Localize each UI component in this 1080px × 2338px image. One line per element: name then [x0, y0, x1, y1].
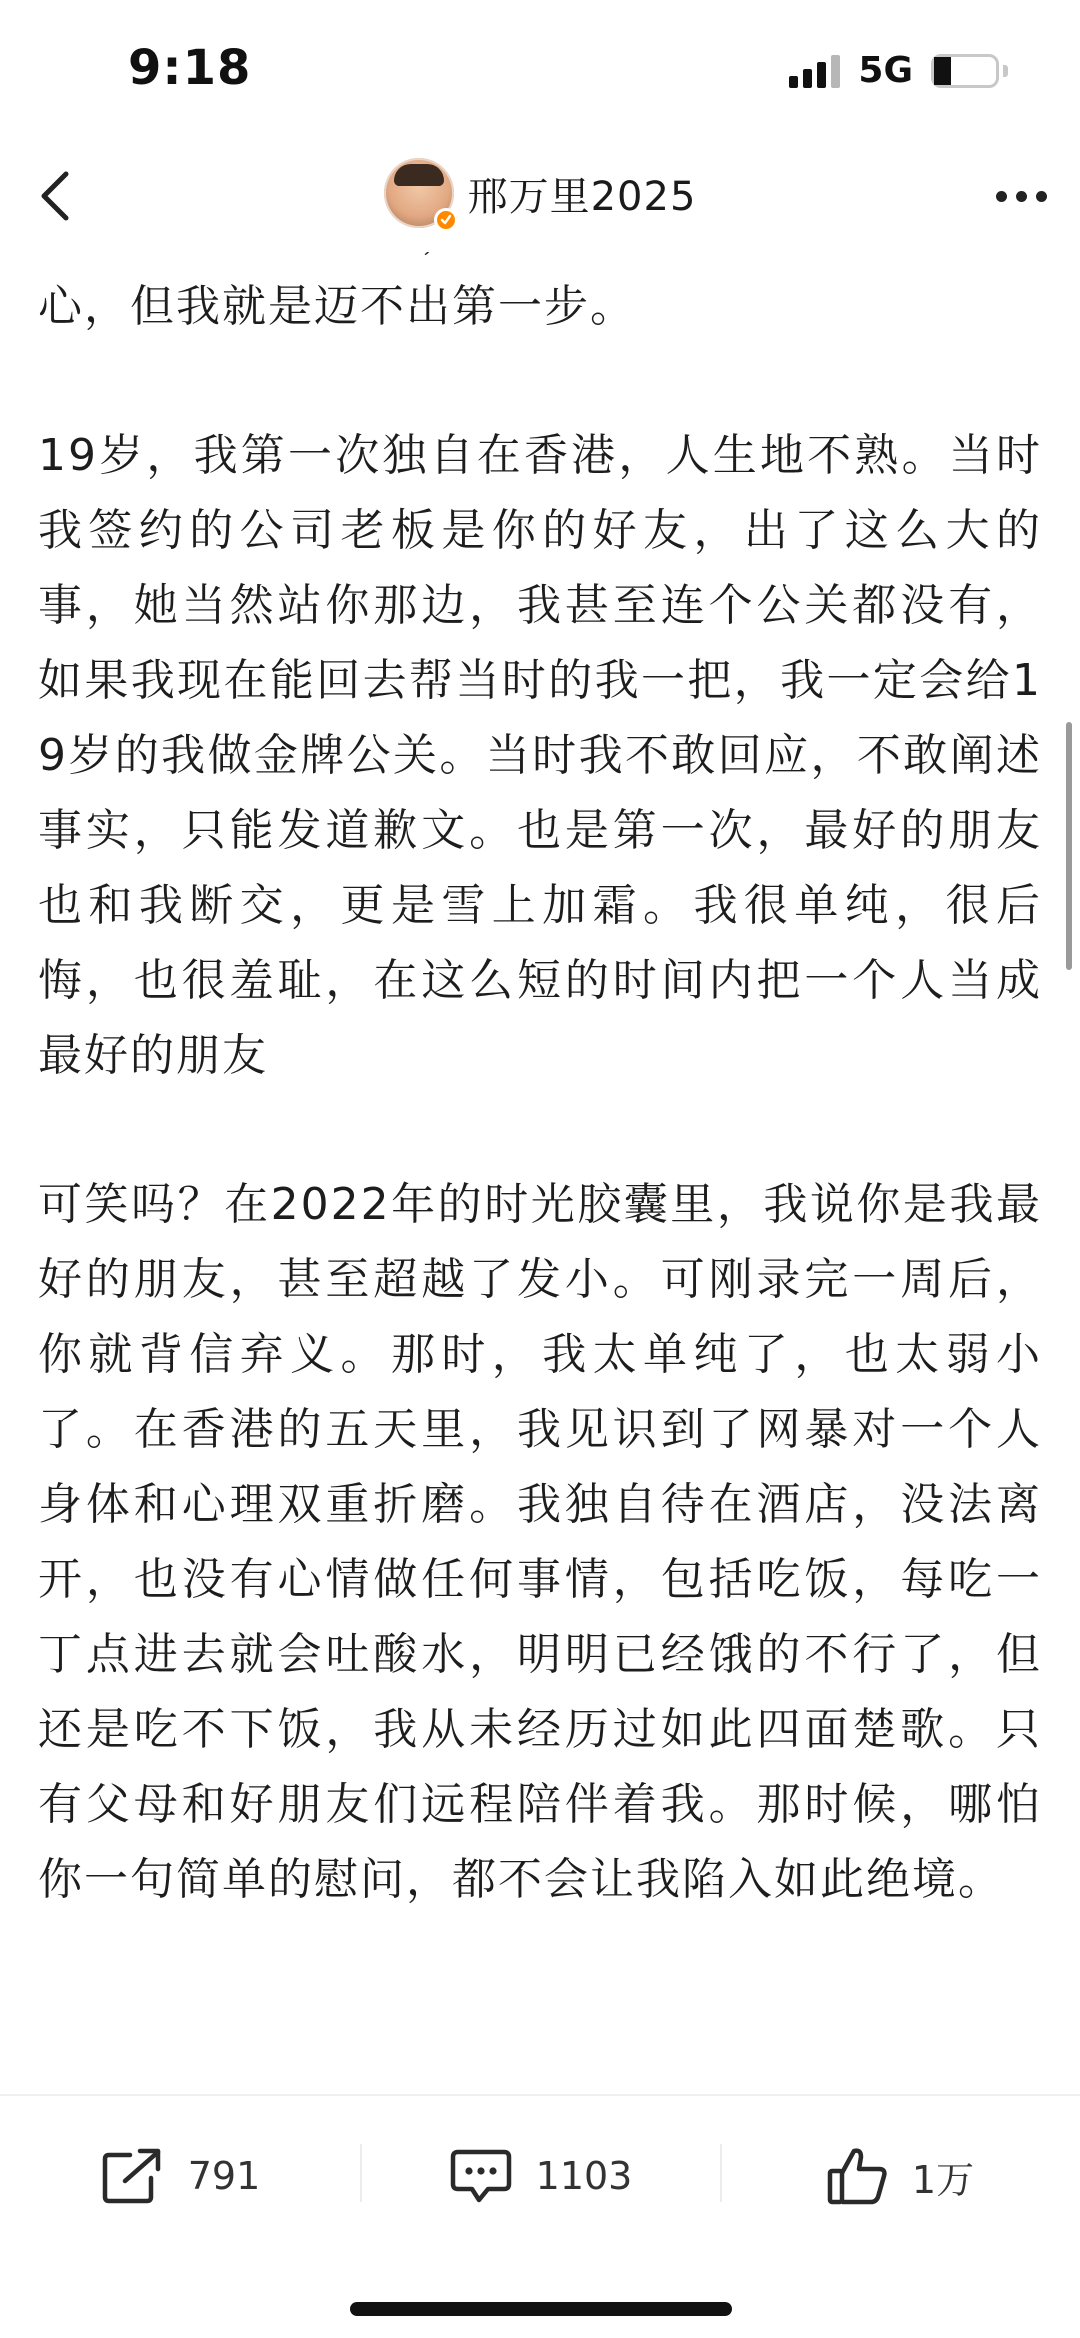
battery-cap: [1003, 65, 1008, 77]
like-button[interactable]: [720, 2096, 1080, 2256]
battery-icon: [931, 54, 999, 88]
nav-title[interactable]: 邢万里2025: [467, 173, 697, 220]
verified-badge-icon: [434, 208, 458, 232]
scrollbar[interactable]: [1066, 722, 1072, 970]
action-bar: [0, 2094, 1080, 2256]
comment-count: 1103: [535, 2154, 633, 2198]
cellular-signal-icon: [789, 54, 840, 88]
article-paragraph: 心，但我就是迈不出第一步。: [38, 281, 636, 332]
article-paragraph: 19岁，我第一次独自在香港，人生地不熟。当时我签约的公司老板是你的好友，出了这么大的事，她当然站你那边，我甚至连个公关都没有，如果我现在能回去帮当时的我一把，我一定会给19岁的我做金牌公关。当时我不敢回应，不敢阐述事实，只能发道歉文。也是第一次，最好的朋友也和我断交，更是雪上加霜。我很单纯，很后悔，也很羞耻，在这么短的时间内把一个人当成最好的朋友: [38, 430, 1042, 1081]
battery-fill: [934, 57, 951, 85]
comment-icon: [448, 2146, 514, 2206]
status-bar: [0, 0, 1080, 140]
more-horizontal-icon: [996, 191, 1007, 202]
nav-user[interactable]: [0, 158, 1080, 228]
repost-button[interactable]: [0, 2096, 360, 2256]
comment-button[interactable]: [360, 2096, 720, 2256]
like-count: 1万: [911, 2157, 975, 2202]
article-paragraph: 可笑吗？在2022年的时光胶囊里，我说你是我最好的朋友，甚至超越了发小。可刚录完一周后，你就背信弃义。那时，我太单纯了，也太弱小了。在香港的五天里，我见识到了网暴对一个人身体和心理双重折磨。我独自待在酒店，没法离开，也没有心情做任何事情，包括吃饭，每吃一丁点进去就会吐酸水，明明已经饿的不行了，但还是吃不下饭，我从未经历过如此四面楚歌。只有父母和好朋友们远程陪伴着我。那时候，哪怕你一句简单的慰问，都不会让我陷入如此绝境。: [38, 1179, 1042, 1905]
avatar[interactable]: [384, 158, 454, 228]
article-content[interactable]: [0, 252, 1080, 2094]
home-indicator[interactable]: [350, 2302, 732, 2316]
battery-level: 27: [949, 58, 981, 83]
repost-count: 791: [187, 2154, 261, 2198]
nav-bar: [0, 140, 1080, 252]
status-indicators: [789, 50, 1008, 91]
more-button[interactable]: [986, 168, 1056, 224]
thumbs-up-icon: [826, 2145, 890, 2207]
network-type: 5G: [858, 50, 913, 91]
status-time: 9:18: [128, 40, 252, 96]
share-icon: [100, 2146, 166, 2206]
article-body: [38, 194, 1042, 1991]
